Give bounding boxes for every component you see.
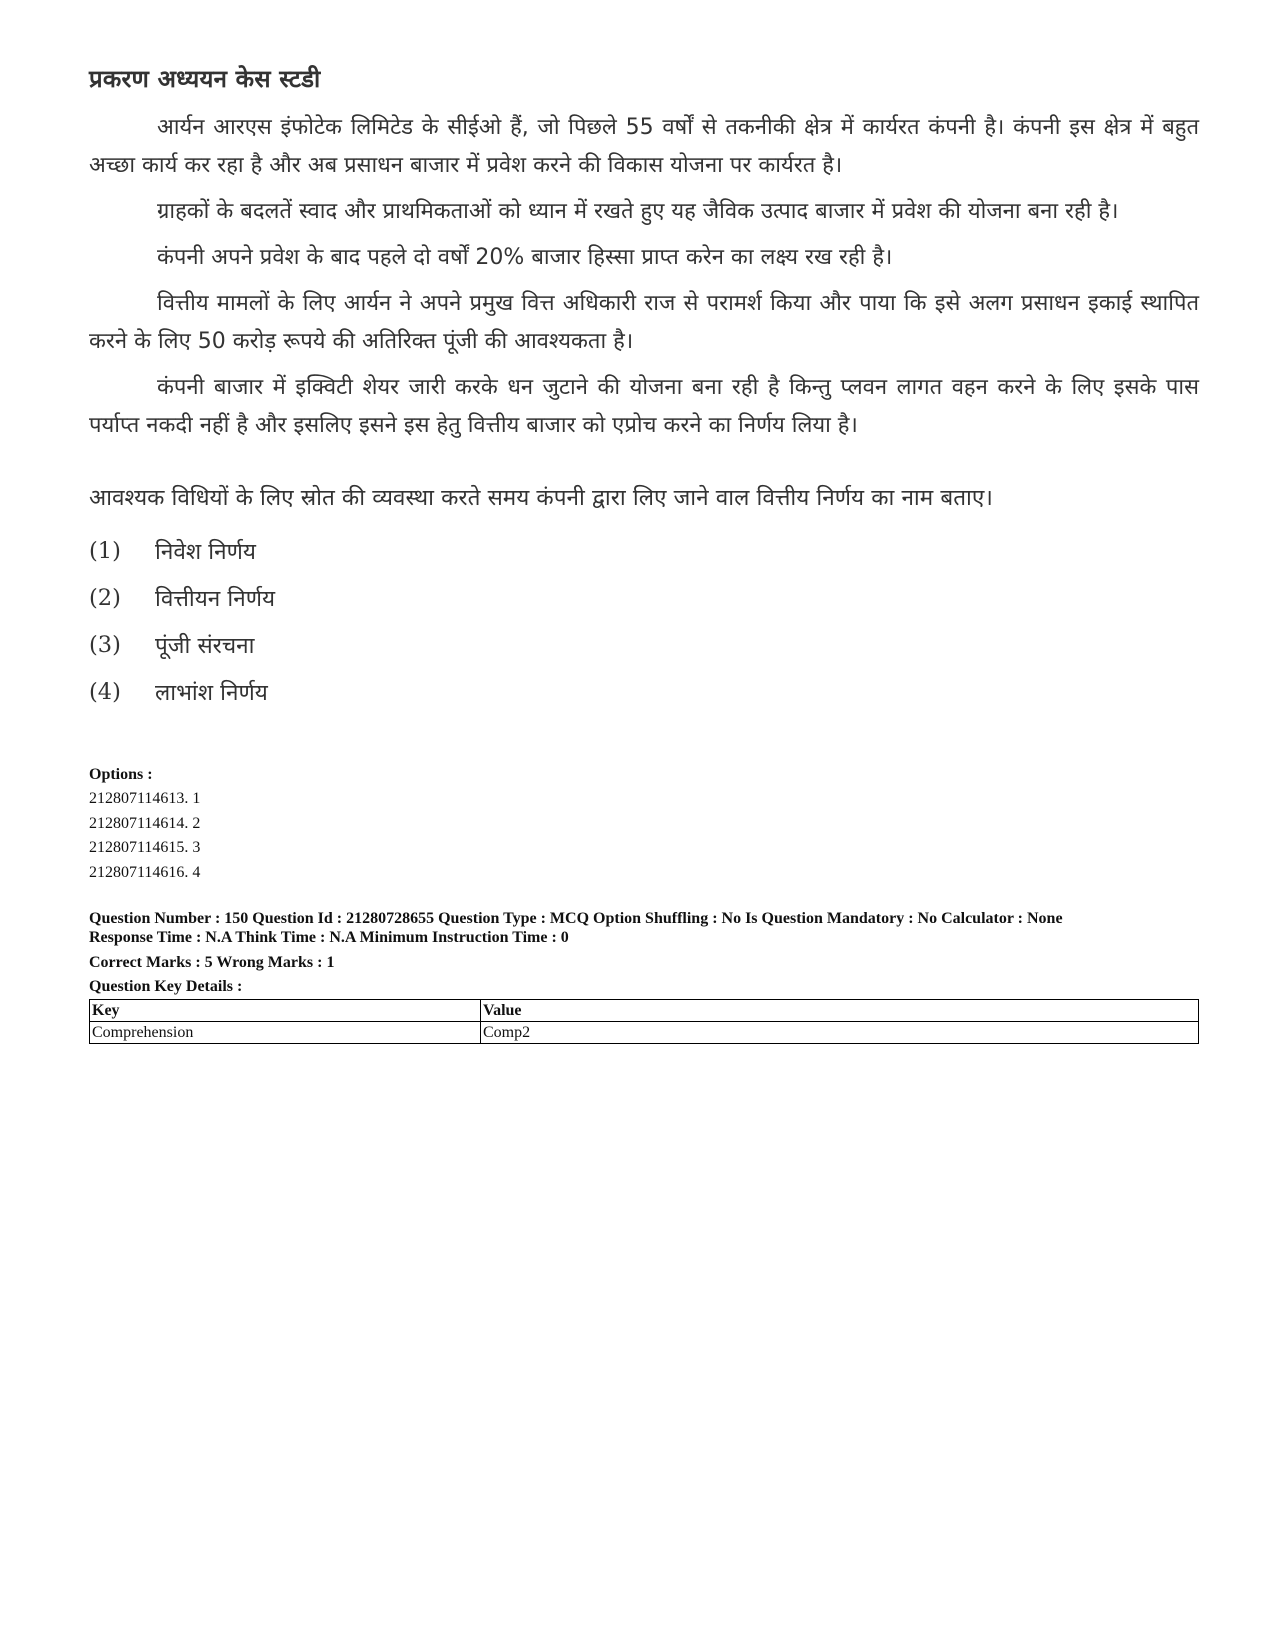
choice-number: (1)	[89, 537, 121, 564]
choice-number: (4)	[89, 678, 121, 705]
table-row	[90, 1022, 1199, 1044]
choice-text: पूंजी संरचना	[155, 633, 255, 659]
question-metadata	[89, 763, 1199, 1044]
choice-1	[89, 527, 1199, 574]
row-key: Comprehension	[90, 1022, 481, 1044]
case-paragraph-3: कंपनी अपने प्रवेश के बाद पहले दो वर्षों 20% बाजार हिस्सा प्राप्त करेन का लक्ष्य रख रही है।	[157, 245, 893, 270]
key-details-table	[89, 999, 1199, 1044]
case-paragraph-2: ग्राहकों के बदलतें स्वाद और प्राथमिकताओं को ध्यान में रखते हुए यह जैविक उत्पाद बाजार में प्रवेश की योजना बना रही है।	[157, 199, 1119, 224]
case-paragraph-5: कंपनी बाजार में इक्विटी शेयर जारी करके धन जुटाने की योजना बना रही है किन्तु प्लवन लागत वहन करने के लिए इसके पास पर्याप्त नकदी नहीं है और इसलिए इसने इस हेतु वित्तीय बाजार को एप्रोच करने का निर्णय लिया है।	[89, 375, 1199, 438]
key-details-label: Question Key Details :	[89, 978, 243, 995]
choice-2	[89, 574, 1199, 621]
question-info-line-2: Response Time : N.A Think Time : N.A Minimum Instruction Time : 0	[89, 929, 569, 946]
case-paragraph-1: आर्यन आरएस इंफोटेक लिमिटेड के सीईओ हैं, जो पिछले 55 वर्षों से तकनीकी क्षेत्र में कार्यरत कंपनी है। कंपनी इस क्षेत्र में बहुत अच्छा कार्य कर रहा है और अब प्रसाधन बाजार में प्रवेश करने की विकास योजना पर कार्यरत है।	[89, 115, 1199, 178]
row-value: Comp2	[481, 1022, 1199, 1044]
option-id-2: 212807114614. 2	[89, 814, 201, 832]
case-study-title: प्रकरण अध्ययन केस स्टडी	[89, 65, 321, 93]
table-header-row	[90, 1000, 1199, 1022]
choice-4	[89, 668, 1199, 715]
marks-line: Correct Marks : 5 Wrong Marks : 1	[89, 954, 335, 971]
question-info-line-1: Question Number : 150 Question Id : 21280728655 Question Type : MCQ Option Shuffling : No Is Question Mandatory : No Calculator : None	[89, 910, 1063, 927]
header-value: Value	[481, 1000, 1199, 1022]
choice-text: वित्तीयन निर्णय	[155, 586, 276, 612]
choice-3	[89, 621, 1199, 668]
option-id-4: 212807114616. 4	[89, 863, 201, 881]
option-id-1: 212807114613. 1	[89, 790, 201, 807]
choice-text: लाभांश निर्णय	[155, 680, 268, 706]
option-id-3: 212807114615. 3	[89, 839, 201, 856]
case-study-section	[89, 62, 1199, 715]
options-label: Options :	[89, 766, 153, 783]
header-key: Key	[90, 1000, 481, 1022]
question-text: आवश्यक विधियों के लिए स्रोत की व्यवस्था करते समय कंपनी द्वारा लिए जाने वाल वित्तीय निर्णय का नाम बताए।	[89, 485, 993, 511]
choice-number: (2)	[89, 584, 121, 611]
choice-text: निवेश निर्णय	[155, 539, 256, 565]
choice-number: (3)	[89, 631, 121, 658]
case-paragraph-4: वित्तीय मामलों के लिए आर्यन ने अपने प्रमुख वित्त अधिकारी राज से परामर्श किया और पाया कि इसे अलग प्रसाधन इकाई स्थापित करने के लिए 50 करोड़ रूपये की अतिरिक्त पूंजी की आवश्यकता है।	[89, 291, 1199, 354]
